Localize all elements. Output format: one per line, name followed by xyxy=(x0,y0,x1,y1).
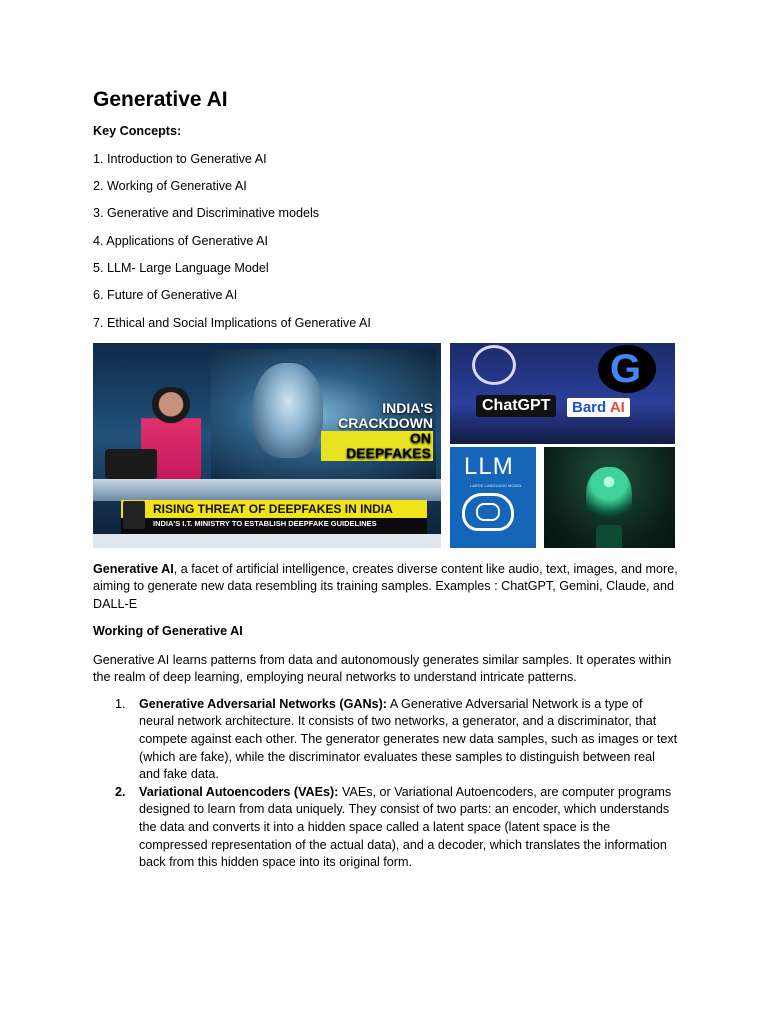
headline-line: CRACKDOWN xyxy=(338,414,433,431)
bard-text: Bard xyxy=(572,398,607,416)
concept-item: 1. Introduction to Generative AI xyxy=(93,151,267,166)
wireframe-face xyxy=(253,363,323,458)
document-title: Generative AI xyxy=(93,88,228,111)
news-headline xyxy=(321,401,433,461)
bard-ai-text: AI xyxy=(609,398,625,416)
list-term: Variational Autoencoders (VAEs): xyxy=(139,784,339,799)
openai-logo-icon xyxy=(472,345,516,385)
definition-term: Generative AI xyxy=(93,561,174,576)
llm-image xyxy=(450,447,536,548)
list-item xyxy=(93,696,678,784)
list-number: 1. xyxy=(115,696,126,711)
news-ticker-sub: INDIA'S I.T. MINISTRY TO ESTABLISH DEEPFAKE GUIDELINES xyxy=(153,518,377,528)
laptop-icon xyxy=(105,449,157,479)
working-heading: Working of Generative AI xyxy=(93,624,243,639)
headline-line: INDIA'S xyxy=(382,399,433,416)
working-intro: Generative AI learns patterns from data and autonomously generates similar samples. It operates within the realm of deep learning, employing neural networks to understand intricate patterns. xyxy=(93,652,672,685)
model-types-list xyxy=(93,696,678,872)
concept-item: 2. Working of Generative AI xyxy=(93,178,247,193)
llm-sublabel: LARGE LANGUAGE MODEL xyxy=(470,482,523,488)
google-logo-icon: G xyxy=(598,345,656,393)
list-number: 2. xyxy=(115,784,126,799)
glowing-brain-head xyxy=(586,467,632,527)
definition-text: , a facet of artificial intelligence, creates diverse content like audio, text, images, and more, aiming to generate new data resembling its training samples. Examples : ChatGPT, Gemini, Claude, and DALL-E xyxy=(93,561,678,611)
document-page xyxy=(93,86,678,872)
concept-item: 3. Generative and Discriminative models xyxy=(93,206,320,221)
list-item xyxy=(93,784,678,872)
concept-item: 4. Applications of Generative AI xyxy=(93,233,269,248)
key-concepts-heading: Key Concepts: xyxy=(93,124,182,138)
news-desk xyxy=(93,479,441,501)
ai-head-image xyxy=(544,447,675,548)
news-ticker-main: RISING THREAT OF DEEPFAKES IN INDIA xyxy=(121,500,427,518)
news-bottom-bar xyxy=(93,534,441,548)
chatgpt-label: ChatGPT xyxy=(476,395,556,417)
list-term: Generative Adversarial Networks (GANs): xyxy=(139,696,388,711)
image-collage xyxy=(93,343,675,548)
list-text: A Generative Adversarial Network is a type of neural network architecture. It consists of two networks, a generator, and a discriminator, that compete against each other. The generator generates new data samples, such as images or text (which are fake), while the discriminator evaluates these samples to distinguish between real and fake data. xyxy=(139,696,678,782)
deepfake-news-image xyxy=(93,343,441,548)
bard-label xyxy=(567,398,630,417)
chatgpt-bard-image xyxy=(450,343,675,444)
concept-item: 6. Future of Generative AI xyxy=(93,288,238,303)
list-text: VAEs, or Variational Autoencoders, are computer programs designed to learn from data uniquely. They consist of two parts: an encoder, which understands the data and converts it into a hidden space called a latent space (latent space is the compressed representation of the actual data), and a decoder, which translates the information back from this hidden space into its original form. xyxy=(139,784,672,870)
definition-paragraph xyxy=(93,561,678,614)
key-concepts-list xyxy=(93,151,678,332)
llm-label: LLM xyxy=(464,452,514,480)
brain-inner-icon xyxy=(476,503,500,521)
channel-logo-icon xyxy=(123,501,145,529)
headline-line: ON DEEPFAKES xyxy=(321,431,433,461)
concept-item: 5. LLM- Large Language Model xyxy=(93,261,269,276)
concept-item: 7. Ethical and Social Implications of Generative AI xyxy=(93,315,371,330)
robot-neck xyxy=(596,525,622,548)
